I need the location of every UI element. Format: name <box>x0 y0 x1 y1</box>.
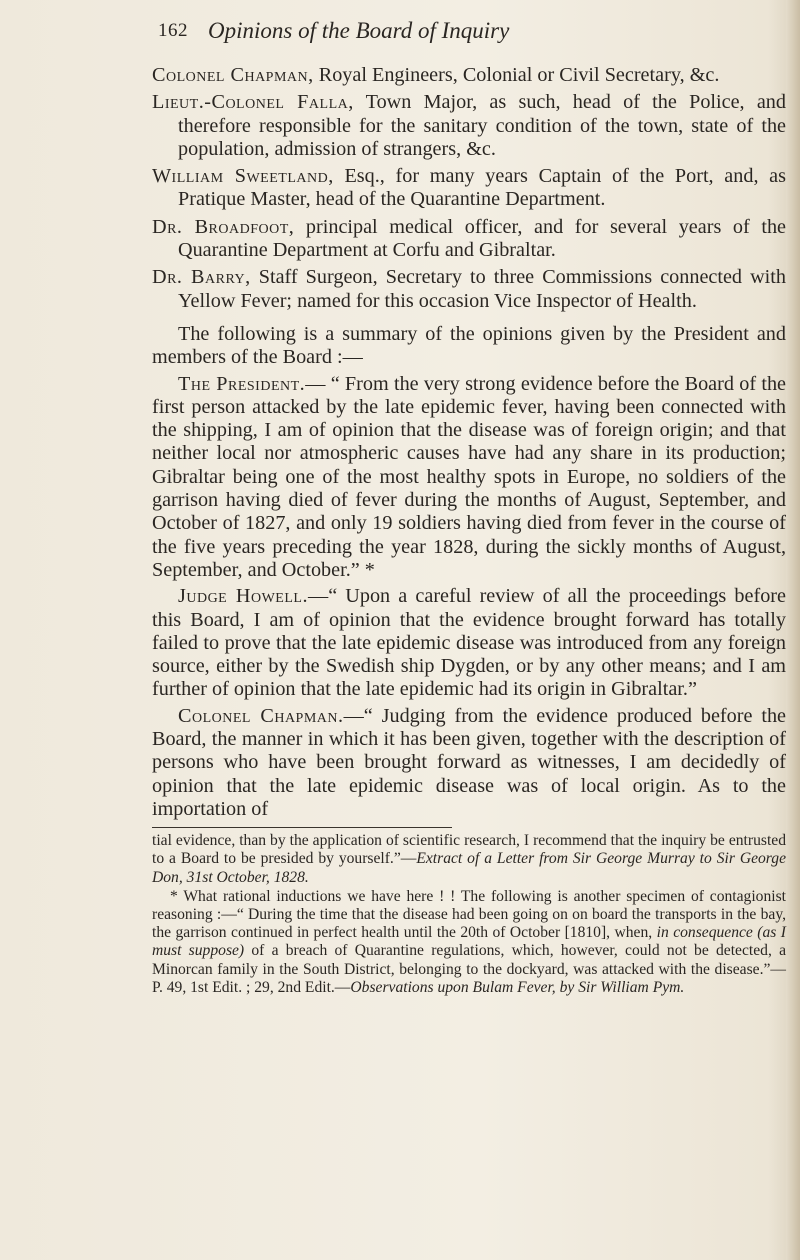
member-entry <box>152 266 786 313</box>
footnote-continued-text: tial evidence, than by the application of scientific research, I recommend that the inquiry be entrusted to a Board to be presided by yourself.”— <box>152 832 786 868</box>
opinion-paragraph <box>152 585 786 701</box>
member-entry <box>152 64 786 87</box>
footnote-star <box>152 888 786 997</box>
opinion-speaker: Judge Howell. <box>178 585 308 608</box>
page-header <box>158 16 718 52</box>
footnote-star-italic: in consequence (as I must suppose) <box>152 924 786 960</box>
intro-paragraph: The following is a summary of the opinions given by the President and members of the Board :— <box>152 322 786 369</box>
footnote-continued <box>152 832 786 887</box>
opinion-paragraph <box>152 373 786 583</box>
member-role: Staff Surgeon, Secretary to three Commissions connected with Yellow Fever; named for this occasion Vice Inspector of Health. <box>178 266 786 312</box>
footnote-rule <box>152 827 452 828</box>
opinion-paragraph <box>152 705 786 821</box>
footnotes <box>152 832 786 997</box>
opinion-text: — “ From the very strong evidence before the Board of the first person attacked by the late epidemic fever, having been connected with the shipping, I am of opinion that the disease was of foreign origin; and that neither local nor atmospheric causes have had any share in its production; Gibraltar being one of the most healthy spots in Europe, no soldiers of the garrison having died of fever during the months of August, September, and October of 1827, and only 19 soldiers having died from fever in the course of the five years preceding the year 1828, during the sickly months of August, September, and October.” * <box>152 372 786 581</box>
body-text <box>152 64 786 998</box>
footnote-star-source: Observations upon Bulam Fever, by Sir William Pym. <box>350 978 685 996</box>
member-role: Esq., for many years Captain of the Port, and, as Pratique Master, head of the Quarantine Department. <box>178 165 786 211</box>
opinion-text: —“ Upon a careful review of all the proceedings before this Board, I am of opinion that the evidence brought forward has totally failed to prove that the late epidemic disease was introduced from any foreign source, either by the Swedish ship Dygden, or by any other means; and I am further of opinion that the late epidemic had its origin in Gibraltar.” <box>152 585 786 701</box>
member-role: principal medical officer, and for several years of the Quarantine Department at Corfu and Gibraltar. <box>178 215 786 262</box>
footnote-star-after: of a breach of Quarantine regulations, which, however, could not be detected, a Minorcan family in the South District, belonging to the dockyard, was attacked with the disease.”— P. 49, 1st Edit. ; 29, 2nd Edit.— <box>152 942 786 996</box>
running-head: Opinions of the Board of Inquiry <box>208 18 510 43</box>
opinion-text: —“ Judging from the evidence produced before the Board, the manner in which it has been given, together with the description of persons who have been brought forward as witnesses, I am decidedly of opinion that the late epidemic disease was of local origin. As to the importation of <box>152 704 787 820</box>
member-role: Royal Engineers, Colonial or Civil Secretary, &c. <box>313 64 720 86</box>
member-role: Town Major, as such, head of the Police, and therefore responsible for the sanitary condition of the town, state of the population, admission of strangers, &c. <box>178 91 786 160</box>
footnote-continued-source: Extract of a Letter from Sir George Murray to Sir George Don, 31st October, 1828. <box>152 850 787 886</box>
member-name: Colonel Chapman, <box>152 64 314 86</box>
member-name: Dr. Barry, <box>152 266 251 289</box>
opinion-speaker: Colonel Chapman. <box>178 704 344 727</box>
page-number: 162 <box>158 20 188 41</box>
member-name: Dr. Broadfoot, <box>152 215 295 238</box>
member-entry <box>152 216 786 263</box>
member-name: Lieut.-Colonel Falla, <box>152 91 354 114</box>
member-entry <box>152 91 786 161</box>
page-edge <box>786 0 800 1260</box>
opinion-speaker: The President. <box>178 372 306 395</box>
footnote-star-text: * What rational inductions we have here ! ! The following is another specimen of contagionist reasoning :—“ During the time that the disease had been going on on board the transports in the bay, the garrison continued in perfect health until the 20th of October [1810], when, <box>152 887 786 942</box>
member-name: William Sweetland, <box>152 165 334 188</box>
member-entry <box>152 165 786 212</box>
